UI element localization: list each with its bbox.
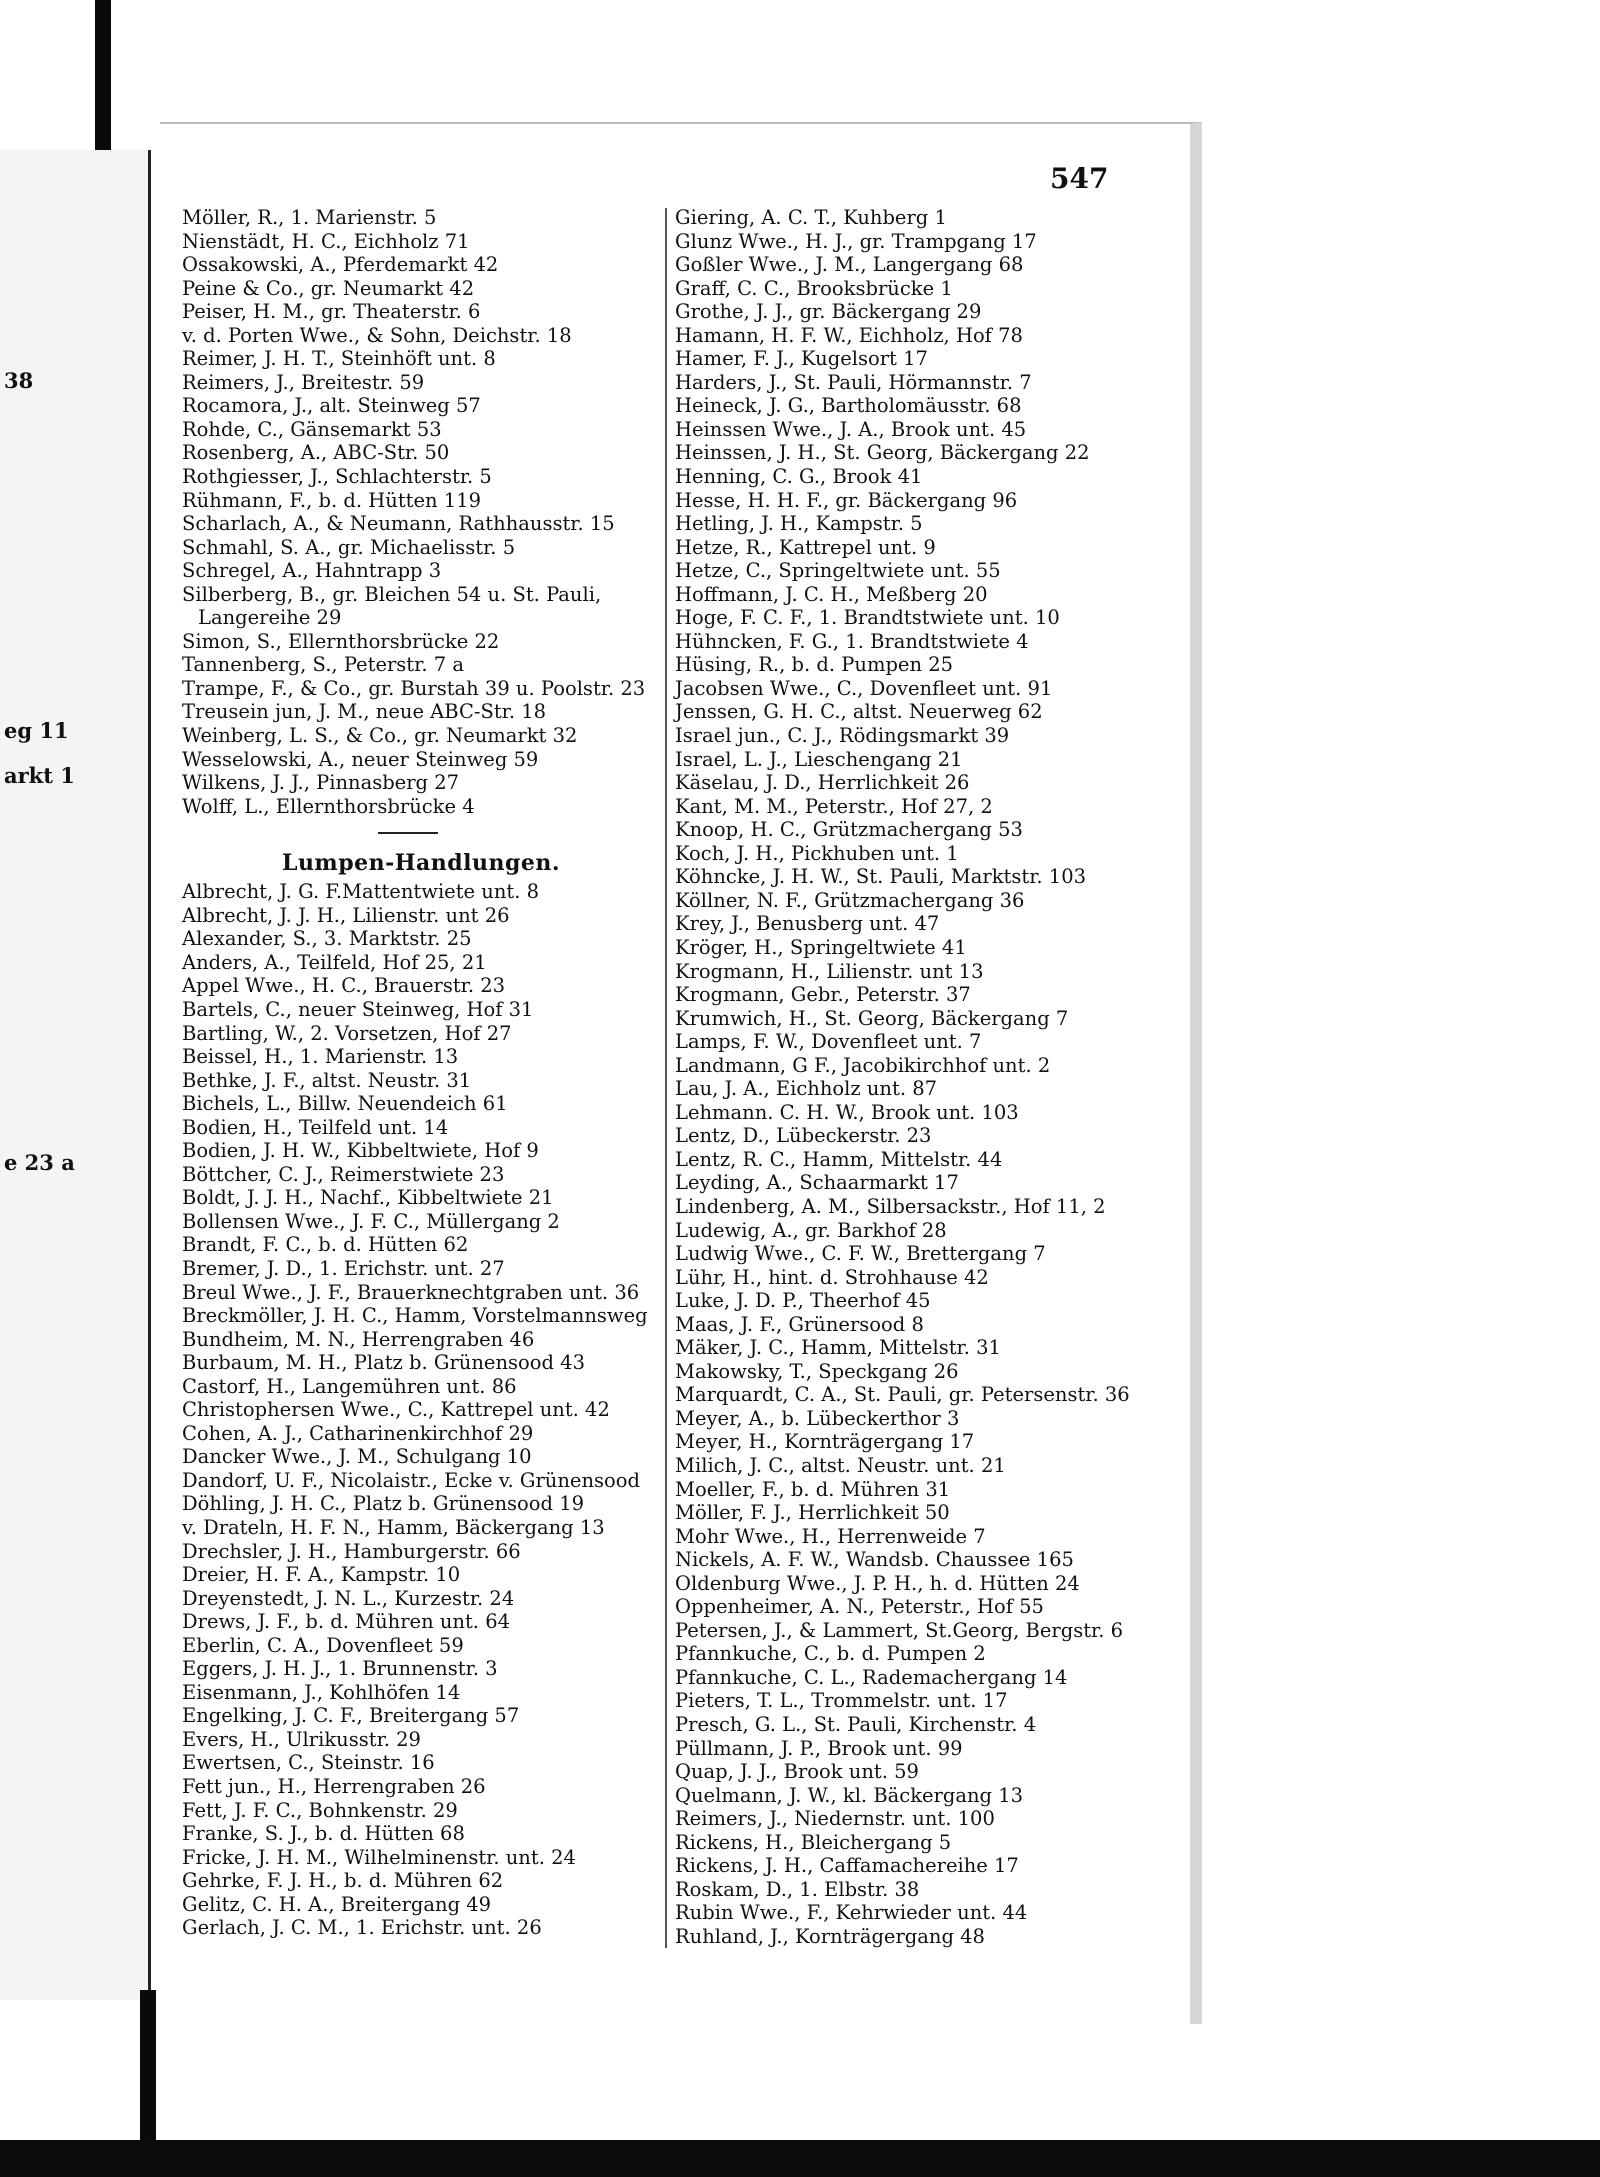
directory-entry: Krogmann, H., Lilienstr. unt 13 (675, 959, 984, 983)
directory-entry: Franke, S. J., b. d. Hütten 68 (182, 1822, 465, 1846)
directory-entry: Petersen, J., & Lammert, St.Georg, Bergstr. 6 (675, 1618, 1124, 1642)
right-column (675, 206, 1180, 1948)
directory-entry: Weinberg, L. S., & Co., gr. Neumarkt 32 (182, 724, 578, 748)
directory-entry: Reimer, J. H. T., Steinhöft unt. 8 (182, 347, 496, 371)
directory-entry: Döhling, J. H. C., Platz b. Grünensood 19 (182, 1492, 585, 1516)
directory-entry: Oldenburg Wwe., J. P. H., h. d. Hütten 24 (675, 1571, 1080, 1595)
left-entries-after (182, 880, 660, 1940)
directory-entry: Heinssen, J. H., St. Georg, Bäckergang 22 (675, 441, 1090, 465)
directory-entry: Wolff, L., Ellernthorsbrücke 4 (182, 794, 475, 818)
directory-entry: Rickens, H., Bleichergang 5 (675, 1830, 952, 1854)
directory-entry: Quelmann, J. W., kl. Bäckergang 13 (675, 1783, 1024, 1807)
directory-entry: Dreyenstedt, J. N. L., Kurzestr. 24 (182, 1586, 515, 1610)
column-divider (665, 208, 667, 1948)
directory-entry: Rickens, J. H., Caffamachereihe 17 (675, 1854, 1019, 1878)
directory-entry: Marquardt, C. A., St. Pauli, gr. Petersenstr. 36 (675, 1383, 1130, 1407)
directory-entry: Bundheim, M. N., Herrengraben 46 (182, 1327, 535, 1351)
directory-entry: Lühr, H., hint. d. Strohhause 42 (675, 1265, 989, 1289)
directory-entry: Lamps, F. W., Dovenfleet unt. 7 (675, 1030, 982, 1054)
directory-entry: Dancker Wwe., J. M., Schulgang 10 (182, 1445, 532, 1469)
directory-entry: Eisenmann, J., Kohlhöfen 14 (182, 1680, 461, 1704)
directory-entry: Bethke, J. F., altst. Neustr. 31 (182, 1068, 472, 1092)
directory-entry: Luke, J. D. P., Theerhof 45 (675, 1289, 931, 1313)
directory-entry: Böttcher, C. J., Reimerstwiete 23 (182, 1162, 505, 1186)
directory-entry: Makowsky, T., Speckgang 26 (675, 1359, 959, 1383)
directory-entry: Drechsler, J. H., Hamburgerstr. 66 (182, 1539, 521, 1563)
directory-entry: Möller, F. J., Herrlichkeit 50 (675, 1501, 950, 1525)
directory-entry: Rothgiesser, J., Schlachterstr. 5 (182, 465, 492, 489)
directory-entry: Ludwig Wwe., C. F. W., Brettergang 7 (675, 1242, 1046, 1266)
directory-entry: Hamer, F. J., Kugelsort 17 (675, 347, 928, 371)
directory-entry: Gelitz, C. H. A., Breitergang 49 (182, 1892, 492, 1916)
directory-entry: Jenssen, G. H. C., altst. Neuerweg 62 (675, 700, 1043, 724)
directory-entry: Meyer, H., Kornträgergang 17 (675, 1430, 975, 1454)
directory-entry: Graff, C. C., Brooksbrücke 1 (675, 276, 953, 300)
directory-entry: Nienstädt, H. C., Eichholz 71 (182, 229, 470, 253)
directory-entry: Ewertsen, C., Steinstr. 16 (182, 1751, 435, 1775)
directory-entry: Lentz, R. C., Hamm, Mittelstr. 44 (675, 1147, 1003, 1171)
directory-entry: Köhncke, J. H. W., St. Pauli, Marktstr. 103 (675, 865, 1087, 889)
directory-entry: Moeller, F., b. d. Mühren 31 (675, 1477, 951, 1501)
section-rule (378, 832, 438, 834)
directory-entry: Hoge, F. C. F., 1. Brandtstwiete unt. 10 (675, 606, 1060, 630)
directory-entry: Maas, J. F., Grünersood 8 (675, 1312, 924, 1336)
directory-entry: Trampe, F., & Co., gr. Burstah 39 u. Poolstr. 23 (182, 676, 646, 700)
directory-entry: Treusein jun, J. M., neue ABC-Str. 18 (182, 700, 547, 724)
directory-entry: Püllmann, J. P., Brook unt. 99 (675, 1736, 963, 1760)
directory-entry: Dandorf, U. F., Nicolaistr., Ecke v. Grünensood (182, 1468, 640, 1492)
directory-entry: Goßler Wwe., J. M., Langergang 68 (675, 253, 1024, 277)
directory-entry: Brandt, F. C., b. d. Hütten 62 (182, 1233, 469, 1257)
directory-entry: Gehrke, F. J. H., b. d. Mühren 62 (182, 1869, 504, 1893)
left-column (182, 206, 660, 1940)
right-entries (675, 206, 1180, 1948)
directory-entry: Albrecht, J. J. H., Lilienstr. unt 26 (182, 903, 510, 927)
directory-entry: Breckmöller, J. H. C., Hamm, Vorstelmannsweg (182, 1304, 648, 1328)
directory-entry: Reimers, J., Breitestr. 59 (182, 370, 425, 394)
directory-entry: Langereihe 29 (198, 606, 342, 630)
directory-entry: Rosenberg, A., ABC-Str. 50 (182, 441, 450, 465)
directory-entry: Krogmann, Gebr., Peterstr. 37 (675, 983, 971, 1007)
directory-entry: Rühmann, F., b. d. Hütten 119 (182, 488, 482, 512)
directory-entry: Schregel, A., Hahntrapp 3 (182, 559, 442, 583)
directory-entry: Krey, J., Benusberg unt. 47 (675, 912, 940, 936)
directory-entry: Bollensen Wwe., J. F. C., Müllergang 2 (182, 1209, 560, 1233)
directory-entry: Eggers, J. H. J., 1. Brunnenstr. 3 (182, 1657, 498, 1681)
directory-entry: Israel jun., C. J., Rödingsmarkt 39 (675, 724, 1010, 748)
directory-entry: Bartling, W., 2. Vorsetzen, Hof 27 (182, 1021, 512, 1045)
directory-entry: Roskam, D., 1. Elbstr. 38 (675, 1877, 920, 1901)
prev-fragment: 38 (4, 368, 34, 393)
directory-entry: Käselau, J. D., Herrlichkeit 26 (675, 771, 970, 795)
directory-entry: Henning, C. G., Brook 41 (675, 465, 923, 489)
directory-entry: Kant, M. M., Peterstr., Hof 27, 2 (675, 794, 993, 818)
directory-entry: Knoop, H. C., Grützmachergang 53 (675, 818, 1023, 842)
directory-entry: Hetling, J. H., Kampstr. 5 (675, 512, 923, 536)
directory-entry: Schmahl, S. A., gr. Michaelisstr. 5 (182, 535, 516, 559)
directory-entry: Ludewig, A., gr. Barkhof 28 (675, 1218, 947, 1242)
directory-entry: Cohen, A. J., Catharinenkirchhof 29 (182, 1421, 534, 1445)
directory-entry: Engelking, J. C. F., Breitergang 57 (182, 1704, 520, 1728)
directory-entry: Glunz Wwe., H. J., gr. Trampgang 17 (675, 229, 1037, 253)
directory-entry: Bremer, J. D., 1. Erichstr. unt. 27 (182, 1256, 505, 1280)
directory-entry: Appel Wwe., H. C., Brauerstr. 23 (182, 974, 506, 998)
directory-entry: Lehmann. C. H. W., Brook unt. 103 (675, 1100, 1019, 1124)
directory-entry: Tannenberg, S., Peterstr. 7 a (182, 653, 464, 677)
directory-entry: Israel, L. J., Lieschengang 21 (675, 747, 963, 771)
directory-entry: Scharlach, A., & Neumann, Rathhausstr. 15 (182, 512, 615, 536)
directory-entry: Dreier, H. F. A., Kampstr. 10 (182, 1563, 461, 1587)
previous-page-edge (0, 150, 151, 2000)
directory-entry: Lindenberg, A. M., Silbersackstr., Hof 11, 2 (675, 1194, 1106, 1218)
directory-entry: Fett jun., H., Herrengraben 26 (182, 1775, 486, 1798)
directory-entry: Bodien, H., Teilfeld unt. 14 (182, 1115, 449, 1139)
directory-entry: Evers, H., Ulrikusstr. 29 (182, 1727, 421, 1751)
directory-entry: Hetze, C., Springeltwiete unt. 55 (675, 559, 1001, 583)
directory-entry: Meyer, A., b. Lübeckerthor 3 (675, 1406, 960, 1430)
prev-fragment: arkt 1 (4, 763, 75, 788)
directory-entry: Bichels, L., Billw. Neuendeich 61 (182, 1092, 508, 1116)
directory-entry: Jacobsen Wwe., C., Dovenfleet unt. 91 (675, 676, 1053, 700)
directory-entry: Wesselowski, A., neuer Steinweg 59 (182, 747, 539, 771)
directory-entry: Koch, J. H., Pickhuben unt. 1 (675, 841, 959, 865)
directory-entry: Hetze, R., Kattrepel unt. 9 (675, 535, 936, 559)
directory-entry: Hamann, H. F. W., Eichholz, Hof 78 (675, 323, 1023, 347)
directory-entry: Rubin Wwe., F., Kehrwieder unt. 44 (675, 1901, 1028, 1925)
directory-entry: Hesse, H. H. F., gr. Bäckergang 96 (675, 488, 1018, 512)
directory-entry: Pfannkuche, C., b. d. Pumpen 2 (675, 1642, 986, 1666)
directory-entry: Presch, G. L., St. Pauli, Kirchenstr. 4 (675, 1713, 1037, 1736)
directory-entry: v. Drateln, H. F. N., Hamm, Bäckergang 13 (182, 1515, 605, 1539)
directory-entry: Peiser, H. M., gr. Theaterstr. 6 (182, 300, 481, 324)
directory-entry: Krumwich, H., St. Georg, Bäckergang 7 (675, 1006, 1069, 1030)
directory-entry: Burbaum, M. H., Platz b. Grünensood 43 (182, 1351, 585, 1375)
directory-entry: Boldt, J. J. H., Nachf., Kibbeltwiete 21 (182, 1186, 554, 1210)
directory-entry: Rohde, C., Gänsemarkt 53 (182, 417, 442, 441)
directory-entry: Peine & Co., gr. Neumarkt 42 (182, 276, 475, 300)
directory-entry: Heinssen Wwe., J. A., Brook unt. 45 (675, 417, 1027, 441)
directory-entry: Milich, J. C., altst. Neustr. unt. 21 (675, 1453, 1006, 1477)
directory-entry: Leyding, A., Schaarmarkt 17 (675, 1171, 959, 1195)
directory-entry: Kröger, H., Springeltwiete 41 (675, 935, 967, 959)
directory-entry: Hüsing, R., b. d. Pumpen 25 (675, 653, 954, 677)
directory-entry: Mäker, J. C., Hamm, Mittelstr. 31 (675, 1336, 1001, 1360)
directory-entry: Castorf, H., Langemühren unt. 86 (182, 1374, 517, 1398)
directory-entry: Giering, A. C. T., Kuhberg 1 (675, 206, 947, 229)
scan-bottom-edge (0, 2140, 1600, 2177)
directory-entry: Bodien, J. H. W., Kibbeltwiete, Hof 9 (182, 1139, 539, 1163)
directory-entry: Hoffmann, J. C. H., Meßberg 20 (675, 582, 988, 606)
directory-entry: Eberlin, C. A., Dovenfleet 59 (182, 1633, 464, 1657)
left-entries-before (182, 206, 660, 818)
directory-entry: Oppenheimer, A. N., Peterstr., Hof 55 (675, 1595, 1044, 1619)
directory-entry: Harders, J., St. Pauli, Hörmannstr. 7 (675, 370, 1032, 394)
directory-entry: Pieters, T. L., Trommelstr. unt. 17 (675, 1689, 1008, 1713)
directory-entry: Landmann, G F., Jacobikirchhof unt. 2 (675, 1053, 1051, 1077)
section-heading: Lumpen-Handlungen. (281, 850, 561, 877)
directory-entry: Silberberg, B., gr. Bleichen 54 u. St. Pauli, (182, 582, 602, 606)
directory-entry: Möller, R., 1. Marienstr. 5 (182, 206, 437, 229)
directory-entry: Grothe, J. J., gr. Bäckergang 29 (675, 300, 982, 324)
directory-entry: Pfannkuche, C. L., Rademachergang 14 (675, 1665, 1068, 1689)
directory-entry: Reimers, J., Niedernstr. unt. 100 (675, 1807, 995, 1831)
directory-entry: Ruhland, J., Kornträgergang 48 (675, 1924, 985, 1948)
directory-entry: Drews, J. F., b. d. Mühren unt. 64 (182, 1610, 511, 1634)
directory-entry: Christophersen Wwe., C., Kattrepel unt. 42 (182, 1398, 610, 1422)
directory-entry: Mohr Wwe., H., Herrenweide 7 (675, 1524, 986, 1548)
directory-entry: v. d. Porten Wwe., & Sohn, Deichstr. 18 (182, 323, 572, 347)
directory-entry: Lau, J. A., Eichholz unt. 87 (675, 1077, 938, 1101)
directory-entry: Simon, S., Ellernthorsbrücke 22 (182, 629, 500, 653)
directory-entry: Hühncken, F. G., 1. Brandtstwiete 4 (675, 629, 1029, 653)
directory-page (160, 122, 1202, 2024)
directory-entry: Köllner, N. F., Grützmachergang 36 (675, 888, 1025, 912)
directory-entry: Wilkens, J. J., Pinnasberg 27 (182, 771, 460, 795)
directory-entry: Nickels, A. F. W., Wandsb. Chaussee 165 (675, 1548, 1074, 1572)
directory-entry: Alexander, S., 3. Marktstr. 25 (182, 927, 472, 951)
directory-entry: Rocamora, J., alt. Steinweg 57 (182, 394, 481, 418)
directory-entry: Heineck, J. G., Bartholomäusstr. 68 (675, 394, 1022, 418)
directory-entry: Albrecht, J. G. F.Mattentwiete unt. 8 (182, 880, 540, 904)
prev-fragment: e 23 a (4, 1150, 75, 1175)
prev-fragment: eg 11 (4, 718, 69, 743)
directory-entry: Lentz, D., Lübeckerstr. 23 (675, 1124, 932, 1148)
directory-entry: Beissel, H., 1. Marienstr. 13 (182, 1045, 459, 1069)
directory-entry: Anders, A., Teilfeld, Hof 25, 21 (182, 950, 487, 974)
directory-entry: Breul Wwe., J. F., Brauerknechtgraben unt. 36 (182, 1280, 640, 1304)
directory-entry: Fett, J. F. C., Bohnkenstr. 29 (182, 1798, 458, 1822)
binding-edge-top (95, 0, 111, 160)
page-number: 547 (1050, 162, 1109, 195)
directory-entry: Quap, J. J., Brook unt. 59 (675, 1760, 919, 1784)
directory-entry: Fricke, J. H. M., Wilhelminenstr. unt. 24 (182, 1845, 576, 1869)
directory-entry: Gerlach, J. C. M., 1. Erichstr. unt. 26 (182, 1916, 542, 1940)
directory-entry: Bartels, C., neuer Steinweg, Hof 31 (182, 997, 534, 1021)
directory-entry: Ossakowski, A., Pferdemarkt 42 (182, 253, 499, 277)
